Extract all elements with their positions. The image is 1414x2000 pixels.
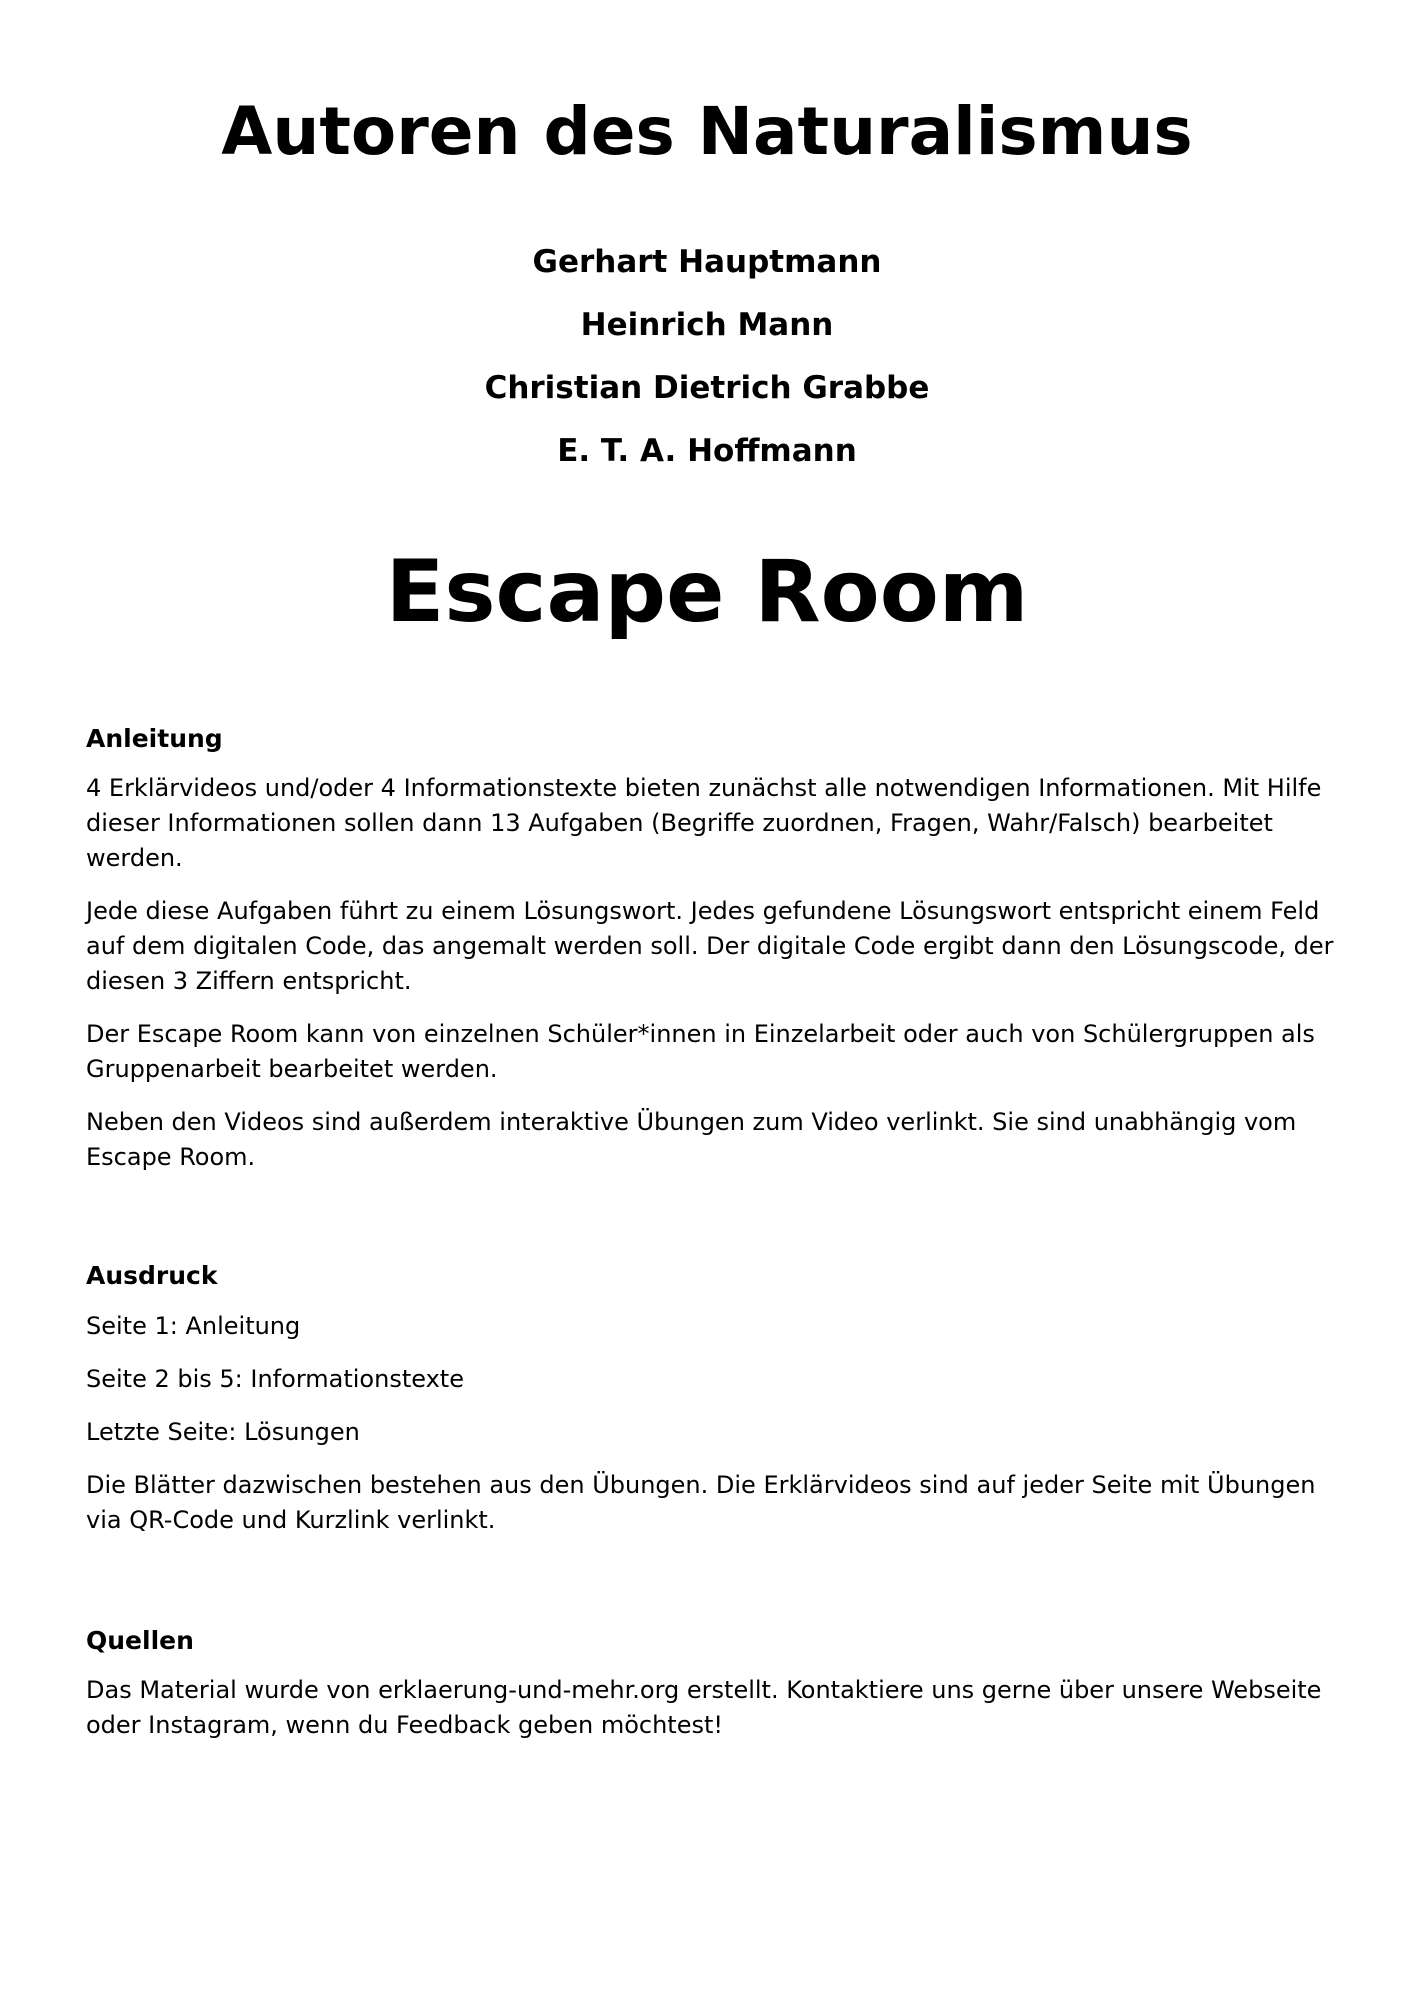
section-paragraph: Die Blätter dazwischen bestehen aus den Übungen. Die Erklärvideos sind auf jeder Seite mit Übungen via QR-Code und Kurzlink verlinkt. [86, 1471, 1316, 1534]
section-anleitung [86, 722, 1336, 1193]
document-subtitle: Escape Room [385, 542, 1029, 642]
section-heading: Quellen [86, 1626, 194, 1655]
document-title: Autoren des Naturalismus [221, 93, 1193, 170]
author-name: Christian Dietrich Grabbe [484, 370, 930, 406]
section-quellen [86, 1624, 1336, 1743]
section-paragraph: Jede diese Aufgaben führt zu einem Lösungswort. Jedes gefundene Lösungswort entspricht einem Feld auf dem digitalen Code, das angemalt werden soll. Der digitale Code ergibt dann den Lösungscode, der diesen 3 Ziffern entspricht. [86, 897, 1334, 995]
author-name: E. T. A. Hoffmann [557, 433, 857, 469]
section-paragraph: Neben den Videos sind außerdem interaktive Übungen zum Video verlinkt. Sie sind unabhängig vom Escape Room. [86, 1108, 1297, 1171]
section-ausdruck [86, 1259, 1336, 1556]
author-name: Gerhart Hauptmann [532, 244, 882, 280]
section-paragraph: 4 Erklärvideos und/oder 4 Informationstexte bieten zunächst alle notwendigen Informationen. Mit Hilfe dieser Informationen sollen dann 13 Aufgaben (Begriffe zuordnen, Fragen, Wahr/Falsch) bearbeitet werden. [86, 774, 1322, 872]
section-paragraph: Seite 2 bis 5: Informationstexte [86, 1365, 464, 1393]
author-name: Heinrich Mann [580, 307, 834, 343]
section-paragraph: Der Escape Room kann von einzelnen Schüler*innen in Einzelarbeit oder auch von Schülergruppen als Gruppenarbeit bearbeitet werden. [86, 1020, 1315, 1083]
section-paragraph: Das Material wurde von erklaerung-und-mehr.org erstellt. Kontaktiere uns gerne über unsere Webseite oder Instagram, wenn du Feedback geben möchtest! [86, 1676, 1322, 1739]
section-paragraph: Seite 1: Anleitung [86, 1312, 301, 1340]
section-heading: Anleitung [86, 724, 223, 753]
section-heading: Ausdruck [86, 1261, 218, 1290]
section-paragraph: Letzte Seite: Lösungen [86, 1418, 360, 1446]
author-list [0, 242, 1414, 494]
